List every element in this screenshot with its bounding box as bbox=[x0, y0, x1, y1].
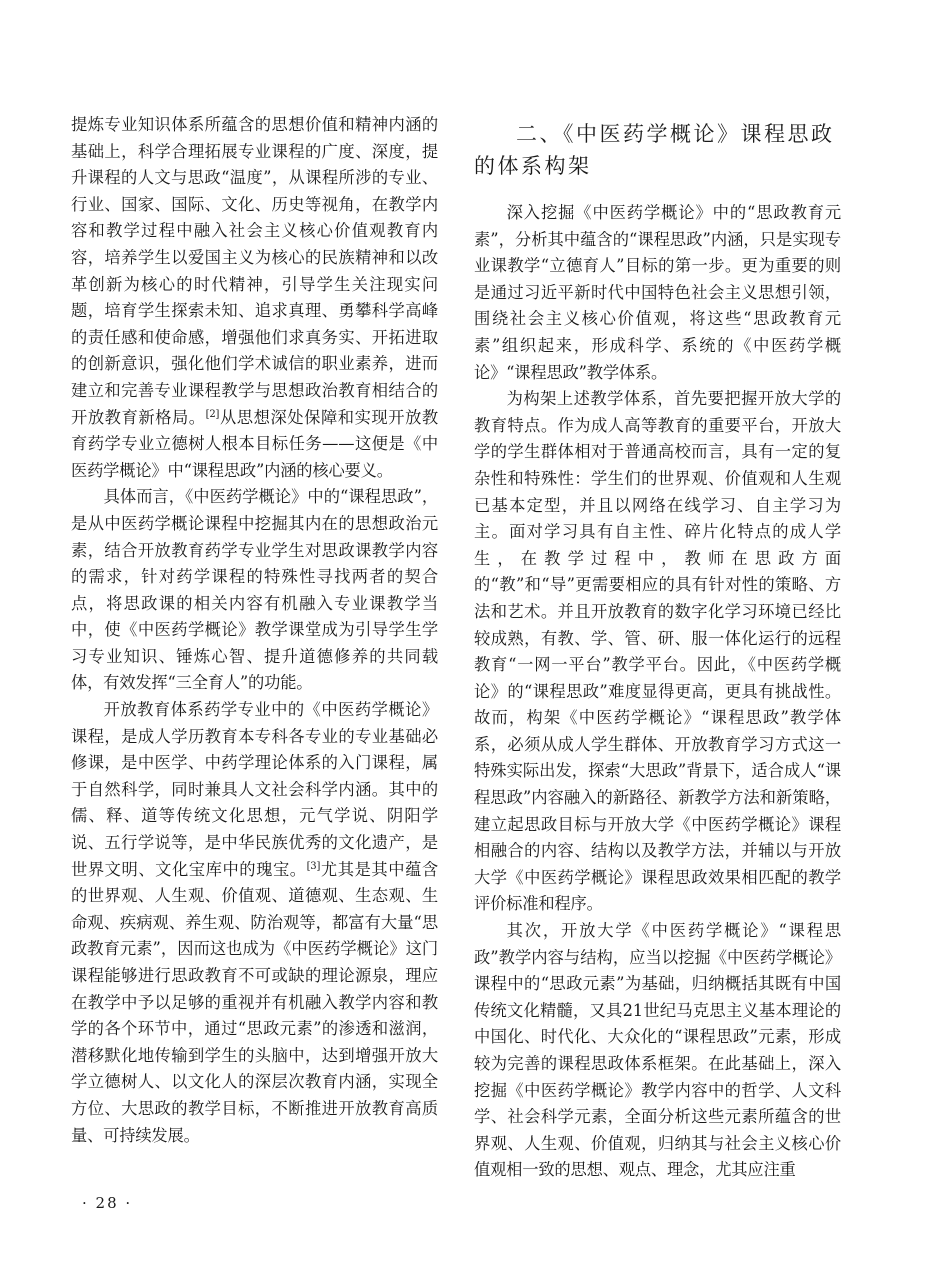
right-column bbox=[474, 112, 841, 1184]
paragraph-text: 尤其是其中蕴含的世界观、人生观、价值观、道德观、生态观、生命观、疾病观、养生观、防治观等，都富有大量“思政教育元素”，因而这也成为《中医药学概论》这门课程能够进行思政教育不可或缺的理论源泉，理应在教学中予以足够的重视并有机融入教学内容和教学的各个环节中，通过“思政元素”的渗透和滋润，潜移默化地传输到学生的头脑中，达到增强开放大学立德树人、以文化人的深层次教育内涵，实现全方位、大思政的教学目标，不断推进开放教育高质量、可持续发展。 bbox=[71, 859, 438, 1145]
page-number: · 28 · bbox=[82, 1194, 133, 1212]
paragraph-text: 提炼专业知识体系所蕴含的思想价值和精神内涵的基础上，科学合理拓展专业课程的广度、深度，提升课程的人文与思政“温度”，从课程所涉的专业、行业、国家、国际、文化、历史等视角，在教学内容和教学过程中融入社会主义核心价值观教育内容，培养学生以爱国主义为核心的民族精神和以改革创新为核心的时代精神，引导学生关注现实问题，培育学生探索未知、追求真理、勇攀科学高峰的责任感和使命感，增强他们求真务实、开拓进取的创新意识，强化他们学术诚信的职业素养，进而建立和完善专业课程教学与思想政治教育相结合的开放教育新格局。 bbox=[71, 115, 438, 427]
body-paragraph: 具体而言，《中医药学概论》中的“课程思政”，是从中医药学概论课程中挖掘其内在的思想政治元素，结合开放教育药学专业学生对思政课教学内容的需求，针对药学课程的特殊性寻找两者的契合点，将思政课的相关内容有机融入专业课教学当中，使《中医药学概论》教学课堂成为引导学生学习专业知识、锤炼心智、提升道德修养的共同载体，有效发挥“三全育人”的功能。 bbox=[71, 487, 438, 693]
section-heading: 二、《中医药学概论》课程思政的体系构架 bbox=[474, 122, 835, 178]
left-column bbox=[71, 112, 438, 1149]
body-paragraph bbox=[71, 112, 438, 484]
body-paragraph: 其次，开放大学《中医药学概论》“课程思政”教学内容与结构，应当以挖掘《中医药学概论》课程中的“思政元素”为基础，归纳概括其既有中国传统文化精髓，又具21世纪马克思主义基本理论的中国化、时代化、大众化的“课程思政”元素，形成较为完善的课程思政体系框架。在此基础上，深入挖掘《中医药学概论》教学内容中的哲学、人文科学、社会科学元素，全面分析这些元素所蕴含的世界观、人生观、价值观，归纳其与社会主义核心价值观相一致的思想、观点、理念，尤其应注重 bbox=[474, 921, 841, 1180]
body-paragraph: 深入挖掘《中医药学概论》中的“思政教育元素”，分析其中蕴含的“课程思政”内涵，只是实现专业课教学“立德育人”目标的第一步。更为重要的则是通过习近平新时代中国特色社会主义思想引领，围绕社会主义核心价值观，将这些“思政教育元素”组织起来，形成科学、系统的《中医药学概论》“课程思政”教学体系。 bbox=[474, 203, 841, 382]
body-paragraph: 为构架上述教学体系，首先要把握开放大学的教育特点。作为成人高等教育的重要平台，开放大学的学生群体相对于普通高校而言，具有一定的复杂性和特殊性：学生们的世界观、价值观和人生观已基本定型，并且以网络在线学习、自主学习为主。面对学习具有自主性、碎片化特点的成人学生，在教学过程中，教师在思政方面的“教”和“导”更需要相应的具有针对性的策略、方法和艺术。并且开放教育的数字化学习环境已经比较成熟，有教、学、管、研、服一体化运行的远程教育“一网一平台”教学平台。因此，《中医药学概论》的“课程思政”难度显得更高，更具有挑战性。故而，构架《中医药学概论》“课程思政”教学体系，必须从成人学生群体、开放教育学习方式这一特殊实际出发，探索“大思政”背景下，适合成人“课程思政”内容融入的新路径、新教学方法和新策略，建立起思政目标与开放大学《中医药学概论》课程相融合的内容、结构以及教学方法，并辅以与开放大学《中医药学概论》课程思政效果相匹配的教学评价标准和程序。 bbox=[474, 389, 841, 914]
citation-ref: [2] bbox=[205, 408, 220, 420]
paragraph-text: 开放教育体系药学专业中的《中医药学概论》课程，是成人学历教育本专科各专业的专业基础必修课，是中医学、中药学理论体系的入门课程，属于自然科学，同时兼具人文社会科学内涵。其中的儒、释、道等传统文化思想，元气学说、阴阳学说、五行学说等，是中华民族优秀的文化遗产，是世界文明、文化宝库中的瑰宝。 bbox=[71, 700, 438, 879]
citation-ref: [3] bbox=[306, 860, 321, 872]
body-paragraph bbox=[71, 697, 438, 1149]
paragraph-text: 从思想深处保障和实现开放教育药学专业立德树人根本目标任务——这便是《中医药学概论》中“课程思政”内涵的核心要义。 bbox=[71, 407, 438, 480]
